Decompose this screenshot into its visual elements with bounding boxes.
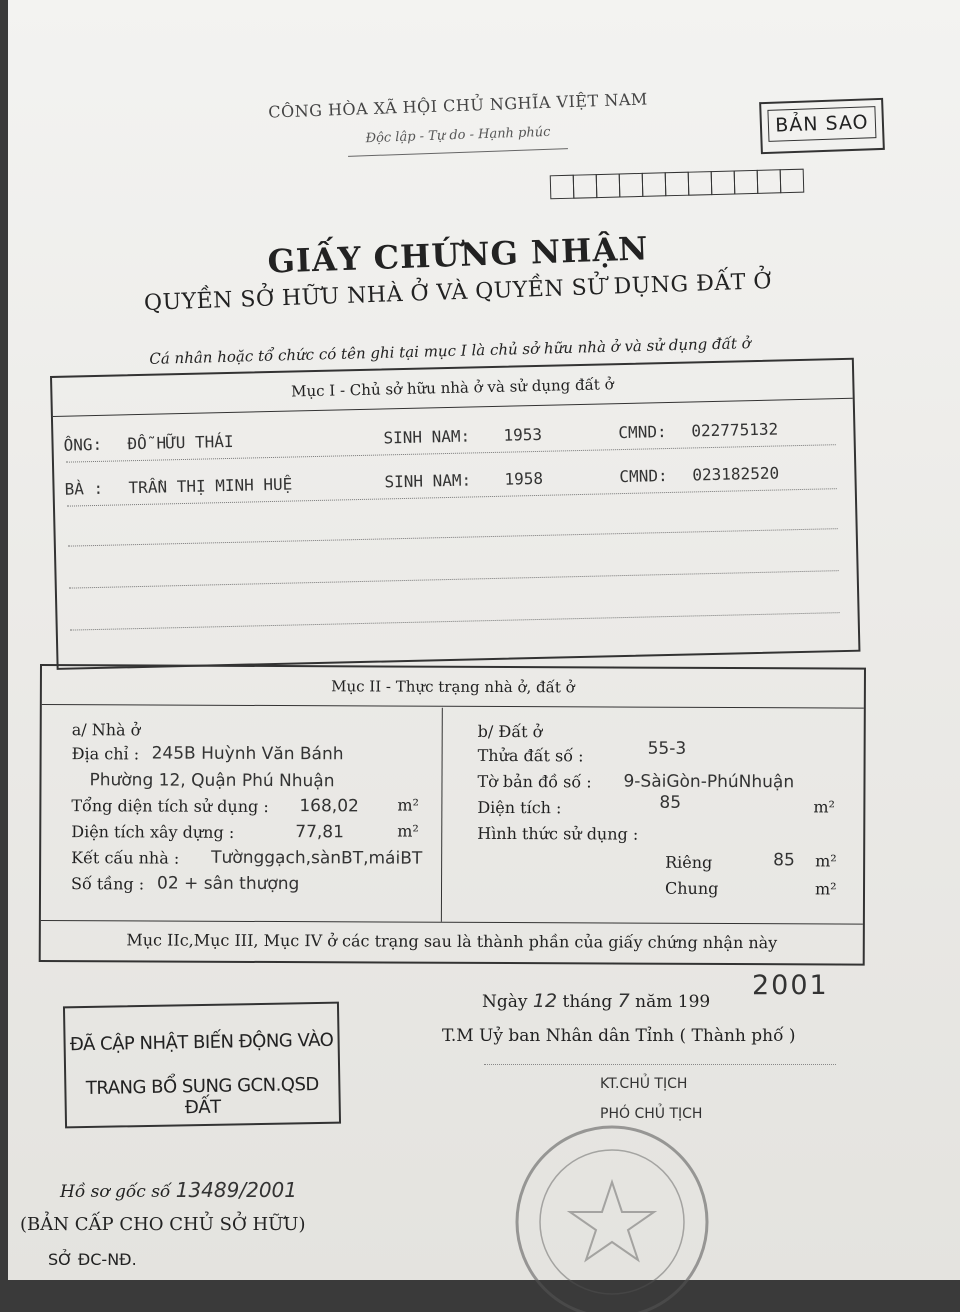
code-box — [780, 169, 805, 194]
code-box — [757, 169, 782, 194]
map-value: 9-SàiGòn-PhúNhuận — [623, 771, 795, 793]
intro-text: Cá nhân hoặc tổ chức có tên ghi tại mục I là chủ sở hữu nhà ở và sử dụng đất ở — [149, 334, 751, 368]
dossier-number: 13489/2001 — [175, 1178, 297, 1202]
owner-row — [63, 418, 843, 455]
id-number: 022775132 — [691, 419, 779, 441]
code-box — [711, 170, 736, 195]
private-label: Riêng — [665, 852, 713, 872]
owner-prefix: ÔNG: — [63, 434, 103, 455]
date-day: 12 — [532, 990, 558, 1012]
structure-value: Tườnggạch,sànBT,máiBT — [211, 847, 423, 869]
plot-value: 55-3 — [647, 738, 687, 759]
section-2-heading: Mục II - Thực trạng nhà ở, đất ở — [42, 666, 864, 709]
code-box — [550, 175, 575, 200]
date-month-label: tháng — [562, 992, 613, 1012]
department: SỞ ĐC-NĐ. — [48, 1250, 137, 1269]
serial-code-boxes — [550, 169, 804, 200]
birth-label: SINH NAM: — [383, 426, 471, 448]
code-box — [665, 172, 690, 197]
area-unit: m² — [397, 821, 419, 841]
plot-label: Thửa đất số : — [477, 745, 584, 766]
code-box — [619, 173, 644, 198]
dossier-label: Hồ sơ gốc số — [60, 1182, 171, 1202]
date-prefix: Ngày — [482, 992, 528, 1012]
issued-to: (BẢN CẤP CHO CHỦ SỞ HỮU) — [20, 1214, 306, 1235]
total-area-label: Tổng diện tích sử dụng : — [71, 796, 269, 816]
motto-underline — [348, 148, 568, 157]
floors-value: 02 + sân thượng — [156, 873, 300, 895]
id-label: CMND: — [619, 466, 668, 487]
committee-line: T.M Uỷ ban Nhân dân Tỉnh ( Thành phố ) — [442, 1026, 796, 1046]
dotted-line — [69, 570, 839, 588]
certificate-page — [8, 0, 960, 1280]
issue-date — [482, 990, 710, 1012]
date-year-label: năm — [635, 992, 673, 1012]
copy-stamp-label: BẢN SAO — [767, 106, 876, 142]
code-box — [734, 170, 759, 195]
dossier-line — [60, 1178, 297, 1202]
code-box — [573, 174, 598, 199]
update-stamp-line-1: ĐÃ CẬP NHẬT BIẾN ĐỘNG VÀO — [69, 1029, 334, 1056]
usage-label: Hình thức sử dụng : — [477, 823, 639, 844]
id-label: CMND: — [618, 422, 667, 443]
map-label: Tờ bản đồ số : — [477, 771, 592, 792]
owner-row — [64, 462, 844, 499]
house-column — [41, 706, 443, 922]
land-area-label: Diện tích : — [477, 797, 562, 818]
area-unit: m² — [814, 879, 837, 899]
private-value: 85 — [773, 850, 795, 871]
nation-header: CÔNG HÒA XÃ HỘI CHỦ NGHĨA VIỆT NAM — [267, 89, 649, 122]
section-1-heading: Mục I - Chủ sở hữu nhà ở và sử dụng đất ở — [52, 360, 853, 417]
built-area-value: 77,81 — [295, 822, 344, 843]
motto: Độc lập - Tự do - Hạnh phúc — [365, 124, 551, 147]
owner-name: ĐỖ HỮU THÁI — [127, 431, 234, 454]
document-subtitle: QUYỀN SỞ HỮU NHÀ Ở VÀ QUYỀN SỬ DỤNG ĐẤT Ở — [143, 269, 773, 316]
year-handwritten: 2001 — [752, 970, 829, 1001]
vice-chair-title: KT.CHỦ TỊCH — [600, 1076, 688, 1092]
date-year-printed: 199 — [677, 992, 711, 1012]
address-line-1: 245B Huỳnh Văn Bánh — [151, 743, 344, 765]
section-2-footer: Mục IIc,Mục III, Mục IV ở các trạng sau là thành phần của giấy chứng nhận này — [41, 920, 863, 963]
copy-stamp — [759, 98, 885, 154]
address-line-2: Phường 12, Quận Phú Nhuận — [89, 770, 335, 792]
section-1-box — [50, 358, 860, 670]
code-box — [688, 171, 713, 196]
dotted-line — [70, 612, 840, 630]
address-label: Địa chỉ : — [71, 744, 140, 764]
area-unit: m² — [813, 797, 836, 817]
signature-dotted-line — [484, 1064, 836, 1065]
house-heading: a/ Nhà ở — [71, 720, 141, 740]
area-unit: m² — [815, 851, 837, 871]
date-month: 7 — [617, 990, 630, 1012]
birth-year: 1958 — [504, 468, 544, 489]
owner-name: TRẦN THỊ MINH HUỆ — [128, 474, 293, 498]
update-stamp — [63, 1002, 341, 1129]
owner-prefix: BÀ : — [64, 478, 104, 499]
official-seal-icon — [502, 1112, 722, 1312]
floors-label: Số tầng : — [71, 874, 145, 894]
shared-label: Chung — [664, 878, 719, 898]
id-number: 023182520 — [692, 463, 780, 485]
total-area-value: 168,02 — [299, 796, 359, 817]
built-area-label: Diện tích xây dựng : — [71, 822, 235, 842]
section-2-box — [39, 664, 866, 966]
birth-label: SINH NAM: — [384, 470, 472, 492]
code-box — [642, 172, 667, 197]
land-area-value: 85 — [659, 792, 682, 813]
structure-label: Kết cấu nhà : — [71, 848, 180, 868]
document-title: GIẤY CHỨNG NHẬN — [266, 229, 650, 281]
area-unit: m² — [397, 795, 420, 815]
land-heading: b/ Đất ở — [477, 721, 543, 742]
code-box — [596, 173, 621, 198]
birth-year: 1953 — [503, 424, 543, 445]
update-stamp-line-2: TRANG BỔ SUNG GCN.QSD ĐẤT — [85, 1073, 319, 1119]
land-column — [443, 708, 864, 924]
deputy-title: PHÓ CHỦ TỊCH — [600, 1106, 703, 1122]
dotted-line — [68, 528, 838, 546]
